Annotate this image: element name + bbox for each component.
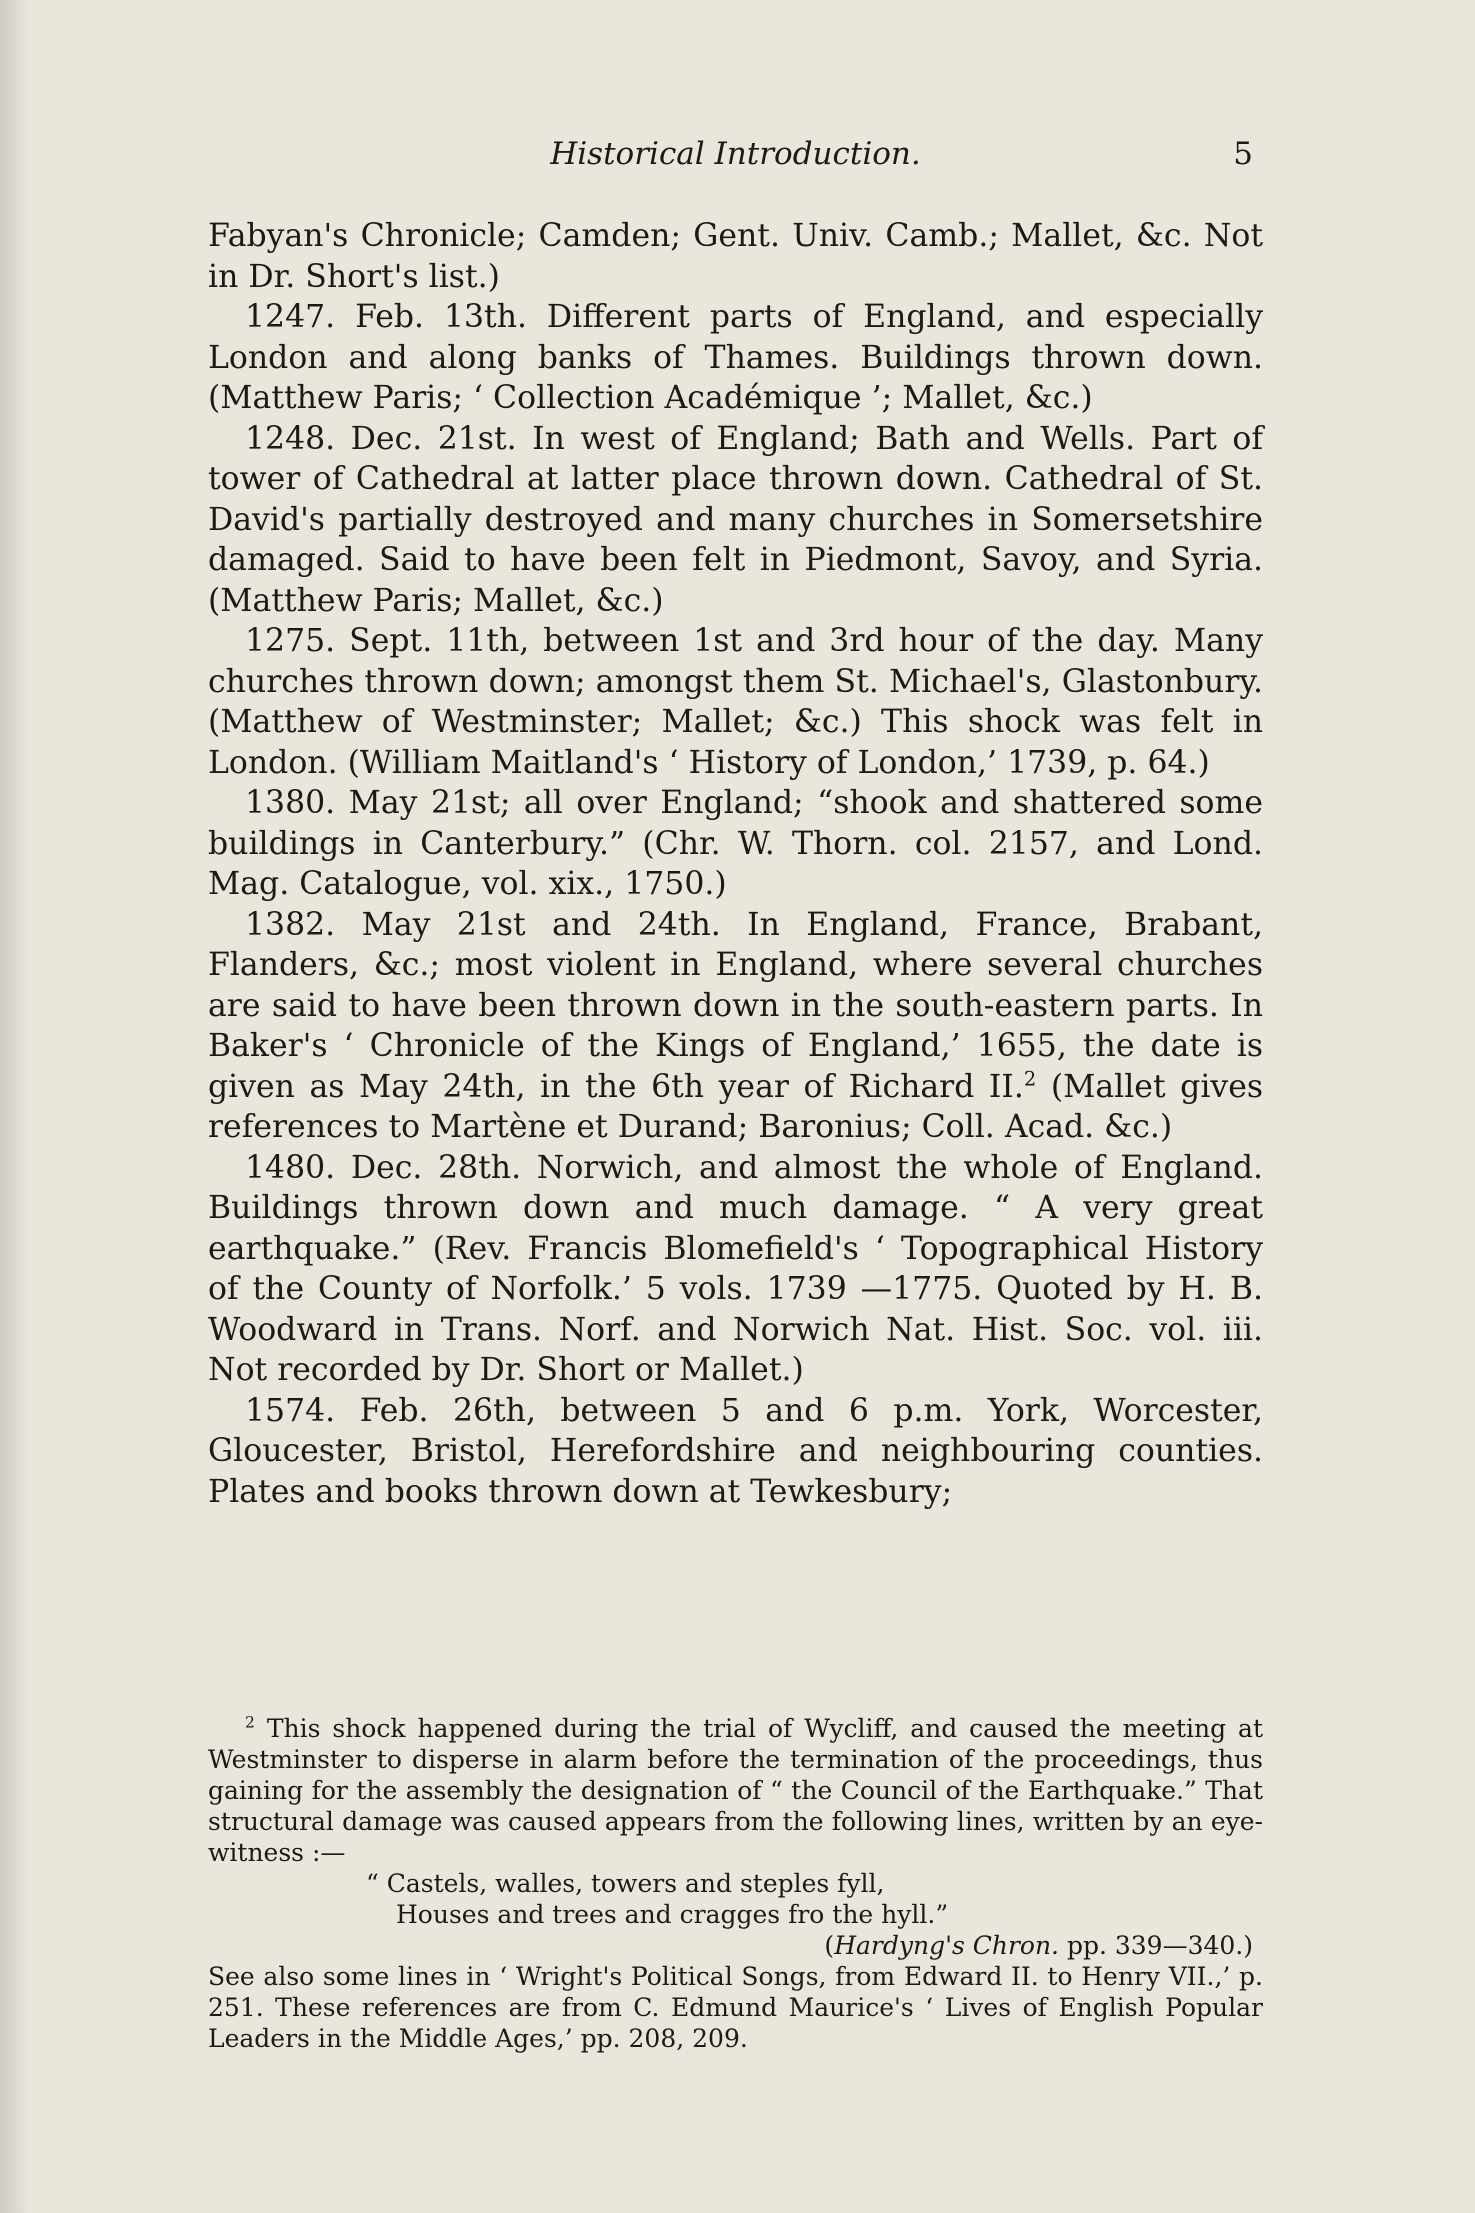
footnote-mark: 2 bbox=[245, 1713, 255, 1732]
running-title: Historical Introduction. bbox=[550, 136, 921, 172]
entry-1380: 1380. May 21st; all over England; “shook and shattered some buildings in Canterbury.” (Chr. W. Thorn. col. 2157, and Lond. Mag. Catalogue, vol. xix., 1750.) bbox=[208, 785, 1263, 902]
entry-1382-text: 1382. May 21st and 24th. In England, France, Brabant, Flanders, &c.; most violent in England, where several churches are said to have been thrown down in the south-eastern parts. In Baker's ‘ Chronicle of the Kings of England,’ 1655, the date is given as May 24th, in the 6th year of Richard II. bbox=[208, 906, 1263, 1105]
entry-1480: 1480. Dec. 28th. Norwich, and almost the whole of England. Buildings thrown down and much damage. “ A very great earthquake.” (Rev. Francis Blomefield's ‘ Topographical History of the County of Norfolk.’ 5 vols. 1739 —1775. Quoted by H. B. Woodward in Trans. Norf. and Norwich Nat. Hist. Soc. vol. iii. Not recorded by Dr. Short or Mallet.) bbox=[208, 1149, 1263, 1388]
running-head bbox=[208, 134, 1263, 174]
binding-shadow bbox=[0, 0, 30, 2213]
book-page bbox=[208, 0, 1263, 2213]
entry-1382 bbox=[208, 905, 1263, 1148]
verse-citation bbox=[208, 1930, 1263, 1961]
citation-open: ( bbox=[824, 1931, 835, 1960]
entry-1275: 1275. Sept. 11th, between 1st and 3rd hour of the day. Many churches thrown down; amongst them St. Michael's, Glastonbury. (Matthew of Westminster; Mallet; &c.) This shock was felt in London. (William Maitland's ‘ History of London,’ 1739, p. 64.) bbox=[208, 623, 1263, 781]
citation-pages: pp. 339—340.) bbox=[1059, 1931, 1253, 1960]
verse-quotation bbox=[208, 1868, 1263, 1961]
citation-title: Hardyng's Chron. bbox=[834, 1931, 1060, 1960]
entry-1248: 1248. Dec. 21st. In west of England; Bath and Wells. Part of tower of Cathedral at latter place thrown down. Cathedral of St. David's partially destroyed and many churches in Somersetshire damaged. Said to have been felt in Piedmont, Savoy, and Syria. (Matthew Paris; Mallet, &c.) bbox=[208, 420, 1263, 619]
verse-line: “ Castels, walles, towers and steples fyll, bbox=[366, 1869, 885, 1898]
entry-1574: 1574. Feb. 26th, between 5 and 6 p.m. York, Worcester, Gloucester, Bristol, Herefordshire and neighbouring counties. Plates and books thrown down at Tewkesbury; bbox=[208, 1392, 1263, 1510]
page-number: 5 bbox=[1233, 136, 1253, 172]
footnote-text: This shock happened during the trial of Wycliff, and caused the meeting at Westminster to disperse in alarm before the termination of the proceedings, thus gaining for the assembly the designation of “ the Council of the Earthquake.” That structural damage was caused appears from the following lines, written by an eye-witness :— bbox=[208, 1714, 1263, 1867]
entry-continuation: Fabyan's Chronicle; Camden; Gent. Univ. Camb.; Mallet, &c. Not in Dr. Short's list.) bbox=[208, 218, 1263, 295]
footnote-2 bbox=[208, 1713, 1263, 1868]
footnotes bbox=[208, 1713, 1263, 2054]
entry-1382-text-rest: (Mallet gives references to Martène et Durand; Baronius; Coll. Acad. &c.) bbox=[208, 1068, 1263, 1145]
entry-1247: 1247. Feb. 13th. Different parts of England, and especially London and along banks of Thames. Buildings thrown down. (Matthew Paris; ‘ Collection Académique ’; Mallet, &c.) bbox=[208, 299, 1263, 416]
body-text bbox=[208, 216, 1263, 1512]
verse-line: Houses and trees and cragges fro the hyll.” bbox=[396, 1900, 949, 1929]
footnote-reference: 2 bbox=[1023, 1067, 1037, 1090]
footnote-see-also: See also some lines in ‘ Wright's Political Songs, from Edward II. to Henry VII.,’ p. 251. These references are from C. Edmund Maurice's ‘ Lives of English Popular Leaders in the Middle Ages,’ pp. 208, 209. bbox=[208, 1962, 1263, 2053]
